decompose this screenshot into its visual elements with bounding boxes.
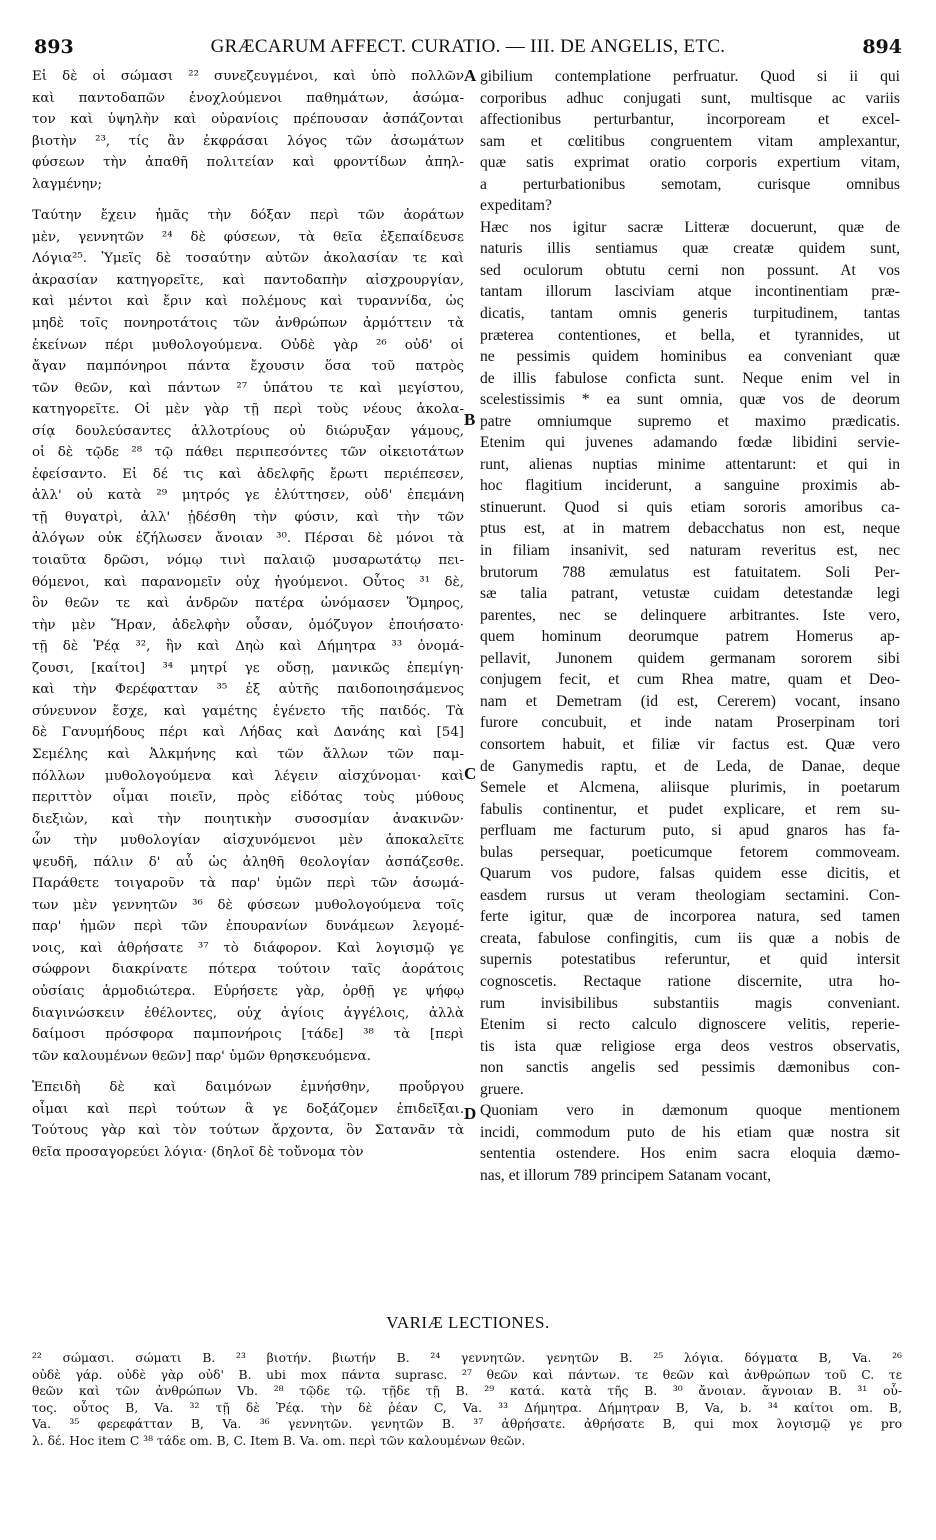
latin-column — [480, 66, 900, 1186]
text-line: supernis potestatibus referuntur, et quid intersit — [480, 951, 900, 969]
margin-marker-d: D — [464, 1104, 477, 1123]
text-line: οὐσίαις ἁρμοδιώτερα. Εὑρήσετε γὰρ, ὀρθῇ γε ψήφῳ — [32, 983, 464, 999]
page-number-right: 894 — [862, 36, 902, 58]
text-line: οἱ δὲ τῷδε ²⁸ τῷ πάθει περιπεσόντες τῶν οἰκειοτάτων — [32, 445, 464, 461]
text-line: Σεμέλης καὶ Ἀλκμήνης καὶ τῶν ἄλλων τῶν παμ- — [32, 746, 464, 762]
text-line: Λόγια²⁵. Ὑμεῖς δὲ τοσαύτην αὐτῶν ἀκολασίαν τε καὶ — [32, 251, 464, 267]
text-line: τῇ δὲ Ῥέᾳ ³², ἣν καὶ Δηὼ καὶ Δήμητρα ³³ ὀνομά- — [32, 639, 464, 655]
text-line: νοις, καὶ ἀθρήσατε ³⁷ τὸ διάφορον. Καὶ λογισμῷ γε — [32, 940, 464, 956]
text-line: τῶν θεῶν, καὶ πάντων ²⁷ ὑπάτου τε καὶ μεγίστου, — [32, 380, 464, 396]
text-line: τοιαῦτα δρῶσι, νόμῳ τινὶ παλαιῷ μυσαρωτάτῳ πει- — [32, 553, 464, 569]
text-line: τῶν καλουμένων θεῶν] παρ' ὑμῶν θρησκευόμενα. — [32, 1048, 371, 1064]
text-line: perfluam me facturum puto, si apud gnaros has fa- — [480, 822, 900, 840]
text-line: easdem rursus ut veram theologiam sectamini. Con- — [480, 886, 900, 904]
variae-lectiones-title: VARIÆ LECTIONES. — [386, 1313, 550, 1332]
text-line: Quarum vos pudore, falsas quidem esse dicitis, et — [480, 865, 900, 883]
text-line: λ. δέ. Hoc item C ³⁸ τάδε om. B, C. Item B. Va. om. περὶ τῶν καλουμένων θεῶν. — [32, 1433, 526, 1448]
text-line: Etenim si recto calculo dignoscere velitis, reperie- — [480, 1016, 900, 1034]
text-line: tantam illorum lasciviam atque incontinentiam præ- — [480, 283, 900, 301]
margin-marker-b: B — [464, 410, 476, 429]
text-line: Τούτους γὰρ καὶ τὸν τούτων ἄρχοντα, ὃν Σατανᾶν τὰ — [32, 1123, 464, 1139]
text-line: δαίμοσι πρόσφορα παμπονήροις [τάδε] ³⁸ τὰ [περὶ — [32, 1027, 464, 1043]
paragraph-gap — [32, 195, 464, 205]
text-line: Εἰ δὲ οἱ σώμασι ²² συνεζευγμένοι, καὶ ὑπὸ πολλῶν — [32, 69, 464, 84]
text-line: ἐκείνων πέρι μυθολογούμενα. Οὐδὲ γὰρ ²⁶ οὐδ' οἱ — [32, 337, 464, 353]
text-line: Ταύτην ἔχειν ἡμᾶς τὴν δόξαν περὶ τῶν ἀοράτων — [32, 208, 464, 224]
text-line: σώφρονι διακρίνατε πότερα τούτοιν ταῖς ἀοράτοις — [32, 962, 464, 978]
running-title: GRÆCARUM AFFECT. CURATIO. — III. DE ANGELIS, ETC. — [210, 36, 726, 57]
text-line: καὶ μέντοι καὶ ἔριν καὶ πολέμους καὶ τυραννίδα, ὡς — [32, 294, 464, 310]
text-line: stinuerunt. Quod si quis etiam sororis amoribus ca- — [480, 498, 900, 516]
text-line: de Ganymedis raptu, et de Leda, de Danae, deque — [480, 757, 900, 775]
text-line: incidi, commodum puto de his etiam quæ nostra sit — [480, 1123, 900, 1141]
text-line: ὧν τὴν μυθολογίαν αἰσχυνόμενοι μὲν ἀποκαλεῖτε — [32, 833, 464, 849]
text-line: patre omniumque supremo et maximo prædicatis. — [480, 412, 900, 430]
text-line: πόλλων μυθολογούμενα καὶ λέγειν αἰσχύνομαι· καὶ — [32, 768, 464, 784]
text-line: in filiam insanivit, sed naturam reveritus est, nec — [480, 542, 900, 560]
text-line: fabulis continentur, et pudet explicare, et rem su- — [480, 800, 900, 818]
text-line: de illis fabulose conficta sunt. Neque enim vel in — [480, 369, 900, 387]
text-line: Semele et Alcmena, aliisque plurimis, in poetarum — [480, 779, 900, 797]
paragraph-gap — [32, 1067, 464, 1077]
text-line: ferte igitur, quæ de incorporea natura, sed tamen — [480, 908, 900, 926]
text-line: ἀκρασίαν κατηγορεῖτε, καὶ παντοδαπὴν αἰσχρουργίαν, — [32, 272, 464, 288]
text-line: τῇ θυγατρὶ, ἀλλ' ᾐδέσθη τὴν φύσιν, καὶ τὴν τῶν — [32, 509, 464, 525]
text-line: non sanctis angelis sed pessimis dæmonibus con- — [480, 1059, 900, 1077]
text-line: Παράθετε τοιγαροῦν τὰ παρ' ὑμῶν περὶ τῶν ἀσωμά- — [32, 876, 464, 892]
text-line: quæ satis exprimat oratio corporis expertium vitam, — [480, 154, 900, 172]
text-line: διεξιὼν, καὶ τὴν ποιητικὴν συσοσμίαν ἀνακινῶν· — [32, 811, 464, 827]
text-line: creata, fabulose confingitis, cum iis quæ a nobis de — [480, 929, 900, 947]
text-line: τος. οὗτος B, Va. ³² τῇ δὲ Ῥέᾳ. τὴν δὲ ῥέαν C, Va. ³³ Δήμητρα. Δήμητραν B, Va, b. ³⁴ καίτοι om. B, — [32, 1400, 902, 1415]
variae-lectiones-notes — [32, 1350, 902, 1449]
text-line: gibilium contemplatione perfruatur. Quod si ii qui — [480, 68, 900, 85]
page-number-left: 893 — [34, 36, 74, 58]
text-line: Etenim qui juvenes adamando fœdæ libidini servie- — [480, 434, 900, 452]
margin-marker-c: C — [464, 764, 477, 783]
text-line: ne pessimis quidem hominibus ea conveniant quæ — [480, 348, 900, 366]
text-line: nam et Demetram (id est, Cererem) vocant, insano — [480, 692, 900, 710]
text-line: bulas persequar, poeticumque fetorem commoveam. — [480, 843, 900, 861]
text-line: των μὲν γεννητῶν ³⁶ δὲ φύσεων μυθολογούμενα τοῖς — [32, 897, 464, 913]
text-line: Hæc nos igitur sacræ Litteræ docuerunt, quæ de — [480, 218, 900, 236]
text-line: ἄγαν παμπόνηροι πάντα ἔχουσιν ὅσα τοῦ πατρὸς — [32, 359, 464, 375]
text-line: δὲ Γανυμήδους πέρι καὶ Λήδας καὶ Δανάης καὶ [54] — [32, 725, 464, 741]
text-line: consortem habuit, et filiæ vir factus est. Quæ vero — [480, 735, 900, 753]
text-line: ζουσι, [καίτοι] ³⁴ μητρί γε οὔσῃ, μανικῶς ἐπεμίγη· — [32, 660, 464, 676]
text-line: θεῖα προσαγορεύει λόγια· (δηλοῖ δὲ τοὔνομα τὸν — [32, 1144, 364, 1160]
text-line: parentes, nec se delinquere arbitrantes. Iste vero, — [480, 606, 900, 624]
text-line: rum invisibilibus substantiis magis conveniant. — [480, 994, 900, 1012]
text-line: dicatis, tantam omnis generis turpitudinem, tantas — [480, 305, 900, 323]
text-line: ἀλλ' οὐ κατὰ ²⁹ μητρός γε ἐλύττησεν, οὐδ' ἐπεμάνη — [32, 488, 464, 504]
text-line: οὐδὲ γάρ. οὐδὲ γὰρ οὐδ' B. ubi mox πάντα suprasc. ²⁷ θεῶν καὶ πάντων. τε θεῶν καὶ ἀνθρώπων τοῦ C. τε — [32, 1367, 902, 1382]
text-line: ²² σώμασι. σώματι B. ²³ βιοτήν. βιωτήν B. ²⁴ γεννητῶν. γενητῶν B. ²⁵ λόγια. δόγματα B, Va. ²⁶ — [32, 1351, 902, 1365]
text-line: ὃν θεῶν τε καὶ ἀνδρῶν πατέρα ὠνόμασεν Ὅμηρος, — [32, 596, 464, 612]
text-line: θόμενοι, καὶ παρανομεῖν οὐχ ἡγούμενοι. Οὗτος ³¹ δὲ, — [32, 574, 464, 590]
text-line: μηδὲ τοῖς πονηροτάτοις τῶν ἀνθρώπων ἁρμόττειν τὰ — [32, 316, 464, 332]
text-line: furore concubuit, et inde natam Proserpinam tori — [480, 714, 900, 732]
text-line: καὶ τὴν Φερέφατταν ³⁵ ἐξ αὐτῆς παιδοποιησάμενος — [32, 682, 464, 698]
text-line: παρ' ἡμῶν περὶ τῶν ἐπουρανίων δυνάμεων λεγομέ- — [32, 919, 464, 935]
text-line: κατηγορεῖτε. Οἱ μὲν γὰρ τῇ περὶ τοὺς νέους ἀκολα- — [32, 402, 464, 418]
text-line: Quoniam vero in dæmonum quoque mentionem — [480, 1102, 900, 1120]
text-line: sed oculorum obtutu cerni non possunt. At vos — [480, 261, 900, 279]
text-line: runt, alienas nuptias minime attentarunt: et qui in — [480, 455, 900, 473]
text-line: a perturbationibus semotam, curisque omnibus — [480, 175, 900, 193]
greek-column — [32, 66, 464, 1163]
text-line: sententia ostendere. Hos enim sacra eloquia dæmo- — [480, 1145, 900, 1163]
text-line: expeditam? — [480, 197, 552, 215]
margin-marker-a: A — [464, 66, 477, 85]
text-line: ψευδῆ, πάλιν δ' αὖ ὡς ἀληθῆ θεολογίαν ἀσπάζεσθε. — [32, 854, 464, 870]
text-line: quem hominum deorumque patrem Homerus ap- — [480, 628, 900, 646]
text-line: sæ talia patrant, vetustæ cuidam detestandæ legi — [480, 585, 900, 603]
text-line: σύνευνον ἔσχε, καὶ γαμέτης ἐγένετο τῆς παιδός. Τὰ — [32, 703, 464, 719]
text-line: tis ista quæ religiose erga deos vestros observatis, — [480, 1037, 900, 1055]
text-line: οἶμαι καὶ περὶ τούτων ἃ γε δοξάζομεν ἐπιδεῖξαι. — [32, 1101, 464, 1117]
text-line: ἐφείσαντο. Εἰ δέ τις καὶ ἀδελφῆς ἔρωτι περιέπεσεν, — [32, 466, 464, 482]
text-line: hoc flagitium inciderunt, a sanguine proximis ab- — [480, 477, 900, 495]
text-line: præterea contentiones, et bella, et tyrannides, ut — [480, 326, 900, 344]
text-line: μὲν, γεννητῶν ²⁴ δὲ φύσεων, τὰ θεῖα ἐξεπαίδευσε — [32, 229, 464, 245]
text-line: brutorum 788 æmulatus est fatuitatem. Soli Per- — [480, 563, 900, 581]
text-line: ptus est, at in matrem debacchatus non est, neque — [480, 520, 900, 538]
page-header — [30, 36, 906, 66]
text-line: gruere. — [480, 1080, 524, 1098]
text-line: θεῶν καὶ τῶν ἀνθρώπων Vb. ²⁸ τῷδε τῷ. τῇδε τῇ B. ²⁹ κατά. κατὰ τῆς B. ³⁰ ἄνοιαν. ἄγνοιαν B. ³¹ οὗ- — [32, 1384, 902, 1398]
text-line: τὴν μὲν Ἥραν, ἀδελφὴν οὖσαν, ὁμόζυγον ἐποιήσατο· — [32, 617, 464, 633]
text-line: naturis illis sentiamus quæ creatæ quidem sunt, — [480, 240, 900, 258]
text-line: sam et cœlitibus congruentem vitam amplexantur, — [480, 132, 900, 150]
text-line: nas, et illorum 789 principem Satanam vocant, — [480, 1166, 772, 1184]
text-line: pellavit, Junonem quidem germanam sororem sibi — [480, 649, 900, 667]
text-line: περιττὸν οἶμαι ποιεῖν, πρὸς εἰδότας τοὺς μύθους — [32, 790, 464, 806]
text-line: affectionibus perturbantur, incorpoream et excel- — [480, 111, 900, 129]
text-line: Va. ³⁵ φερεφάτταν B, Va. ³⁶ γεννητῶν. γενητῶν B. ³⁷ ἀθρήσατε. ἀθρήσατε B, qui mox λογισμῷ γε pro — [32, 1417, 902, 1431]
text-line: σίᾳ δουλεύσαντες ἀλλοτρίους οὐ διώρυξαν γάμους, — [32, 423, 464, 439]
text-line: τον καὶ ὑψηλὴν καὶ οὐρανίοις πρέπουσαν ἀσπάζονται — [32, 112, 464, 128]
text-line: διαγινώσκειν ἐθέλοντες, οὐχ ἁγίοις ἀγγέλοις, ἀλλὰ — [32, 1005, 464, 1021]
text-line: scelestissimis * ea sunt omnia, quæ vos de deorum — [480, 391, 900, 409]
text-line: Ἐπειδὴ δὲ καὶ δαιμόνων ἐμνήσθην, προὔργου — [32, 1080, 464, 1096]
text-line: λαγμένην; — [32, 176, 102, 192]
text-line: βιοτὴν ²³, τίς ἂν ἐκφράσαι λόγος τῶν ἀσωμάτων — [32, 133, 464, 149]
text-line: corporibus adhuc conjugati sunt, multisque ac variis — [480, 89, 900, 107]
text-line: cognoscetis. Rectaque ratione discernite, utra ho- — [480, 972, 900, 990]
text-line: ἀλόγων οὐκ ἐζήλωσεν ἄνοιαν ³⁰. Πέρσαι δὲ μόνοι τὰ — [32, 531, 464, 547]
text-line: conjugem fecit, et cum Rhea matre, quam et Deo- — [480, 671, 900, 689]
text-line: καὶ παντοδαπῶν ἐνοχλούμενοι παθημάτων, ἀσώμα- — [32, 90, 464, 106]
text-line: φύσεων τὴν ἀπαθῆ πολιτείαν καὶ φροντίδων ἀπηλ- — [32, 155, 464, 171]
